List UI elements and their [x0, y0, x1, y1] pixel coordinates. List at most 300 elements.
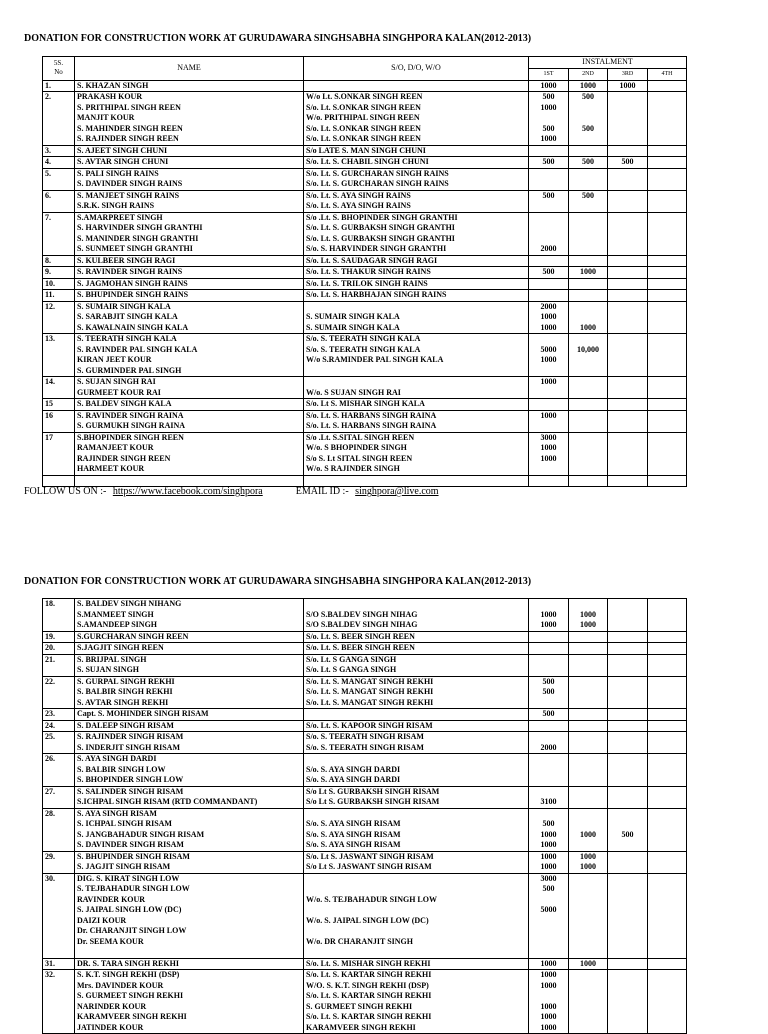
instalment-2	[571, 388, 605, 399]
instalment-3	[610, 355, 645, 366]
instalment-1: 1000	[540, 355, 557, 364]
instalment-4-cell	[648, 432, 687, 475]
instalment-1-cell	[529, 754, 569, 787]
instalment-2	[571, 443, 605, 454]
donor-relation: W/o. S BHOPINDER SINGH	[306, 443, 407, 452]
instalment-3	[610, 895, 645, 906]
instalment-2	[571, 146, 605, 157]
donor-relation: S/o. Lt. S.ONKAR SINGH REEN	[306, 123, 421, 133]
donor-relation-cell	[304, 786, 529, 808]
row-number: 9.	[43, 267, 75, 279]
table-row	[43, 873, 687, 958]
instalment-1: 1000	[540, 620, 557, 629]
instalment-4	[650, 345, 684, 356]
instalment-1: 1000	[540, 134, 557, 143]
instalment-3	[610, 443, 645, 454]
table-row	[43, 377, 687, 399]
instalment-2	[571, 244, 605, 255]
instalment-2	[571, 421, 605, 432]
instalment-2	[571, 1023, 605, 1034]
instalment-3	[610, 411, 645, 422]
instalment-2-cell	[569, 212, 608, 255]
instalment-2	[571, 334, 605, 345]
instalment-4	[650, 146, 684, 157]
instalment-1-cell	[529, 168, 569, 190]
donor-relation-cell	[304, 157, 529, 169]
instalment-1: 500	[542, 190, 555, 200]
donor-relation-cell	[304, 255, 529, 267]
donor-name: S. SALINDER SINGH RISAM	[77, 786, 184, 796]
instalment-4-cell	[648, 808, 687, 851]
instalment-4-cell	[648, 786, 687, 808]
instalment-3	[610, 665, 645, 676]
instalment-3	[610, 905, 645, 916]
donor-relation: S/o LATE S. MAN SINGH CHUNI	[306, 145, 426, 155]
table-row	[43, 754, 687, 787]
instalment-4	[650, 687, 684, 698]
donor-relation: S/o Lt S. JASWANT SINGH RISAM	[306, 862, 432, 871]
table-row	[43, 92, 687, 146]
instalment-1-cell	[529, 278, 569, 290]
table-row	[43, 475, 687, 487]
instalment-2-cell	[569, 377, 608, 399]
instalment-2	[571, 113, 605, 124]
instalment-2-cell	[569, 92, 608, 146]
instalment-3-cell	[608, 168, 648, 190]
instalment-3	[610, 388, 645, 399]
instalment-4	[650, 290, 684, 301]
instalment-1-cell	[529, 851, 569, 873]
instalment-1: 1000	[540, 322, 557, 332]
instalment-1-cell	[529, 958, 569, 970]
instalment-2	[571, 677, 605, 688]
donor-name: S. GURMUKH SINGH RAINA	[77, 421, 186, 430]
instalment-1	[531, 775, 566, 786]
instalment-4	[650, 905, 684, 916]
row-number: 7.	[43, 212, 75, 255]
table-row	[43, 720, 687, 732]
donor-name-cell	[75, 157, 304, 169]
donor-relation-cell	[304, 808, 529, 851]
donor-relation-cell	[304, 334, 529, 377]
donor-name-cell	[75, 958, 304, 970]
instalment-2	[571, 213, 605, 224]
instalment-2-cell	[569, 808, 608, 851]
row-number: 1.	[43, 80, 75, 92]
donor-name: S. BALDEV SINGH KALA	[77, 399, 172, 408]
instalment-2: 500	[582, 190, 594, 200]
instalment-3	[610, 124, 645, 135]
instalment-1	[531, 754, 566, 765]
instalment-1: 500	[542, 157, 555, 166]
donor-name-cell	[75, 399, 304, 411]
instalment-4-cell	[648, 80, 687, 92]
instalment-1	[531, 895, 566, 906]
instalment-4-cell	[648, 720, 687, 732]
instalment-3	[610, 290, 645, 301]
donor-relation: S/o. Lt. S. HARBANS SINGH RAINA	[306, 421, 437, 430]
row-number: 14.	[43, 377, 75, 399]
instalment-4-cell	[648, 754, 687, 787]
facebook-link[interactable]: https://www.facebook.com/singhpora	[112, 486, 263, 497]
instalment-1: 500	[542, 267, 555, 276]
donor-relation-cell	[304, 432, 529, 475]
instalment-1	[531, 256, 566, 267]
instalment-2-cell	[569, 732, 608, 754]
donor-relation: S/o. S. TEERATH SINGH RISAM	[306, 742, 424, 752]
instalment-3-cell	[608, 145, 648, 157]
instalment-4	[650, 599, 684, 610]
donor-name-cell	[75, 212, 304, 255]
row-number: 32.	[43, 970, 75, 1034]
instalment-2	[571, 632, 605, 643]
instalment-2-cell	[569, 267, 608, 279]
instalment-2	[571, 279, 605, 290]
instalment-3	[610, 345, 645, 356]
row-number: 11.	[43, 290, 75, 302]
instalment-2: 500	[582, 157, 594, 166]
donor-name-cell	[75, 720, 304, 732]
instalment-1-cell	[529, 399, 569, 411]
instalment-2: 1000	[580, 958, 596, 968]
donor-relation	[306, 302, 526, 313]
donor-name: S.R.K. SINGH RAINS	[77, 201, 155, 210]
instalment-3	[610, 687, 645, 698]
instalment-3-cell	[608, 278, 648, 290]
instalment-3-cell	[608, 709, 648, 721]
donor-relation	[306, 709, 526, 720]
instalment-4	[650, 399, 684, 410]
instalment-1: 1000	[540, 102, 557, 112]
instalment-2-cell	[569, 278, 608, 290]
instalment-4	[650, 1002, 684, 1013]
instalment-4	[650, 433, 684, 444]
instalment-2	[571, 937, 605, 948]
instalment-2	[571, 355, 605, 366]
instalment-3	[610, 743, 645, 754]
donor-name: S. AVTAR SINGH CHUNI	[77, 157, 169, 166]
donor-relation: W/o. S. JAIPAL SINGH LOW (DC)	[306, 915, 429, 925]
donor-name: S. JAGJIT SINGH RISAM	[77, 862, 171, 871]
instalment-2	[571, 797, 605, 808]
instalment-4	[650, 620, 684, 631]
instalment-4-cell	[648, 301, 687, 334]
table-row	[43, 168, 687, 190]
instalment-2-cell	[569, 709, 608, 721]
donor-name: DR. S. TARA SINGH REKHI	[77, 958, 179, 968]
instalment-3	[610, 937, 645, 948]
instalment-4	[650, 787, 684, 798]
instalment-3	[610, 884, 645, 895]
instalment-2: 1000	[580, 609, 596, 619]
email-link[interactable]: singhpora@live.com	[355, 486, 439, 497]
instalment-2	[571, 916, 605, 927]
instalment-3	[610, 1012, 645, 1023]
instalment-2	[571, 884, 605, 895]
instalment-4	[650, 884, 684, 895]
instalment-3-cell	[608, 631, 648, 643]
instalment-4	[650, 775, 684, 786]
instalment-3	[610, 366, 645, 377]
donor-relation-cell	[304, 190, 529, 212]
donor-relation-cell	[304, 399, 529, 411]
instalment-3	[610, 797, 645, 808]
instalment-2	[571, 775, 605, 786]
instalment-1: 1000	[540, 1012, 557, 1021]
instalment-2-cell	[569, 399, 608, 411]
instalment-1	[531, 476, 566, 487]
instalment-3	[610, 643, 645, 654]
donor-name-cell	[75, 654, 304, 676]
donor-name: MANJIT KOUR	[77, 113, 135, 122]
donor-name-cell	[75, 851, 304, 873]
donor-relation: W/o S.RAMINDER PAL SINGH KALA	[306, 355, 444, 364]
instalment-4-cell	[648, 851, 687, 873]
donor-name: S. RAVINDER SINGH RAINS	[77, 267, 183, 276]
instalment-1-cell	[529, 599, 569, 632]
instalment-3	[610, 599, 645, 610]
instalment-3	[610, 775, 645, 786]
donor-name: GURMEET KOUR RAI	[77, 387, 161, 397]
row-number: 12.	[43, 301, 75, 334]
table-row	[43, 732, 687, 754]
instalment-3	[610, 852, 645, 863]
instalment-1: 3100	[540, 797, 557, 806]
donor-relation: KARAMVEER SINGH REKHI	[306, 1022, 416, 1032]
donor-relation-cell	[304, 212, 529, 255]
instalment-1: 1000	[540, 958, 557, 968]
donor-relation: S/o. Lt. S. SAUDAGAR SINGH RAGI	[306, 255, 438, 265]
instalment-1	[531, 399, 566, 410]
instalment-4	[650, 830, 684, 841]
donor-name: S. RAJINDER SINGH RISAM	[77, 732, 184, 741]
instalment-2	[571, 787, 605, 798]
instalment-4	[650, 279, 684, 290]
donor-relation: S/o. S. AYA SINGH RISAM	[306, 819, 401, 828]
donor-name: S. RAVINDER PAL SINGH KALA	[77, 344, 198, 354]
instalment-1	[531, 991, 566, 1002]
instalment-4	[650, 334, 684, 345]
instalment-2	[571, 201, 605, 212]
donor-relation-cell	[304, 754, 529, 787]
instalment-3: 500	[621, 157, 634, 166]
instalment-2	[571, 926, 605, 937]
instalment-4-cell	[648, 958, 687, 970]
instalment-4-cell	[648, 643, 687, 655]
donor-name: S. MANINDER SINGH GRANTHI	[77, 233, 199, 243]
instalment-1: 500	[542, 123, 555, 133]
instalment-1-cell	[529, 334, 569, 377]
table-row	[43, 399, 687, 411]
instalment-4	[650, 809, 684, 820]
donor-relation: S/o. S. AYA SINGH RISAM	[306, 829, 401, 839]
instalment-3	[610, 610, 645, 621]
instalment-4	[650, 840, 684, 851]
instalment-1	[531, 665, 566, 676]
instalment-4	[650, 244, 684, 255]
instalment-2	[571, 721, 605, 732]
donor-relation: S/o. Lt S. JASWANT SINGH RISAM	[306, 851, 434, 861]
instalment-4-cell	[648, 399, 687, 411]
donor-name-cell	[75, 255, 304, 267]
table-row	[43, 432, 687, 475]
instalment-2-cell	[569, 958, 608, 970]
donor-relation	[306, 809, 526, 820]
donor-name: S. INDERJIT SINGH RISAM	[77, 742, 180, 752]
instalment-1-cell	[529, 190, 569, 212]
donor-name-cell	[75, 145, 304, 157]
donor-name: DAIZI KOUR	[77, 915, 127, 925]
instalment-1	[531, 388, 566, 399]
instalment-4	[650, 862, 684, 873]
donor-name: HARMEET KOUR	[77, 464, 145, 473]
table-row	[43, 267, 687, 279]
donor-relation-cell	[304, 709, 529, 721]
donor-name: S. BALDEV SINGH NIHANG	[77, 599, 182, 608]
donor-relation: S/o. Lt. S. MANGAT SINGH REKHI	[306, 676, 434, 686]
donor-relation: S/o. Lt. S GANGA SINGH	[306, 654, 397, 664]
donor-relation	[306, 81, 526, 92]
sno-header: 5S. No	[43, 57, 75, 81]
donor-relation: S/o. Lt. S. KARTAR SINGH REKHI	[306, 991, 432, 1000]
instalment-1: 500	[542, 92, 555, 101]
row-number: 16	[43, 410, 75, 432]
instalment-3	[610, 991, 645, 1002]
instalment-2-cell	[569, 643, 608, 655]
donor-relation: S. SUMAIR SINGH KALA	[306, 322, 400, 332]
instalment-4	[650, 377, 684, 388]
donor-relation-cell	[304, 92, 529, 146]
instalment-3	[610, 312, 645, 323]
instalment-1-cell	[529, 786, 569, 808]
instalment-3	[610, 476, 645, 487]
table-row	[43, 958, 687, 970]
instalment-1-cell	[529, 377, 569, 399]
instalment-2-cell	[569, 676, 608, 709]
instalment-1-cell	[529, 157, 569, 169]
instalment-1-cell	[529, 267, 569, 279]
donor-name-cell	[75, 786, 304, 808]
instalment-3	[610, 632, 645, 643]
instalment-2	[571, 103, 605, 114]
instalment-3-cell	[608, 786, 648, 808]
instalment-3-cell	[608, 754, 648, 787]
row-number: 4.	[43, 157, 75, 169]
row-number: 8.	[43, 255, 75, 267]
instalment-4-cell	[648, 732, 687, 754]
instalment-3	[610, 926, 645, 937]
donor-relation-cell	[304, 278, 529, 290]
instalment-2: 1000	[580, 267, 596, 276]
donor-relation-cell	[304, 676, 529, 709]
instalment-1-cell	[529, 80, 569, 92]
instalment-2-cell	[569, 190, 608, 212]
instalment-3-cell	[608, 958, 648, 970]
donor-relation	[306, 754, 526, 765]
instalment-1: 2000	[540, 244, 557, 253]
donor-name: S. GURPAL SINGH REKHI	[77, 676, 175, 686]
row-number: 5.	[43, 168, 75, 190]
instalment-1	[531, 643, 566, 654]
donor-name: S. KAWALNAIN SINGH KALA	[77, 322, 189, 332]
donor-relation: S/o Lt S. GURBAKSH SINGH RISAM	[306, 797, 440, 806]
instalment-2	[571, 454, 605, 465]
instalment-2-cell	[569, 432, 608, 475]
donor-relation: S/o .Lt. S.SITAL SINGH REEN	[306, 432, 415, 442]
instalment-1	[531, 334, 566, 345]
row-number: 22.	[43, 676, 75, 709]
instalment-1	[531, 947, 566, 958]
instalment-2	[571, 411, 605, 422]
donor-name: S. BHOPINDER SINGH LOW	[77, 775, 184, 784]
instalment-1	[531, 290, 566, 301]
instalment-1	[531, 721, 566, 732]
donor-name-cell	[75, 267, 304, 279]
donor-name: S. MANJEET SINGH RAINS	[77, 190, 180, 200]
instalment-3	[610, 169, 645, 180]
instalment-3	[610, 256, 645, 267]
donor-relation: W/o. S SUJAN SINGH RAI	[306, 387, 401, 397]
table-row	[43, 334, 687, 377]
instalment-4	[650, 754, 684, 765]
donor-relation: S/o. Lt. S. KARTAR SINGH REKHI	[306, 970, 432, 979]
donor-name: S. SUNMEET SINGH GRANTHI	[77, 244, 193, 253]
table-row	[43, 786, 687, 808]
donor-name: S. GURMINDER PAL SINGH	[77, 365, 182, 375]
instalment-4-cell	[648, 631, 687, 643]
instalment-4-cell	[648, 157, 687, 169]
donor-relation: S/o. Lt. S. BEER SINGH REEN	[306, 631, 415, 641]
instalment-3-cell	[608, 399, 648, 411]
instalment-2	[571, 134, 605, 145]
instalment-2	[571, 464, 605, 475]
section-1-title: DONATION FOR CONSTRUCTION WORK AT GURUDAWARA SINGHSABHA SINGHPORA KALAN(2012-2013)	[24, 33, 532, 44]
instalment-1: 1000	[540, 980, 557, 990]
instalment-header: INSTALMENT	[529, 57, 687, 69]
donor-relation-cell	[304, 851, 529, 873]
instalment-4	[650, 388, 684, 399]
instalment-1: 2000	[540, 742, 557, 752]
instalment-4	[650, 92, 684, 103]
donor-name-cell	[75, 475, 304, 487]
instalment-1	[531, 599, 566, 610]
instalment-3	[610, 134, 645, 145]
instalment-2: 1000	[580, 620, 596, 629]
instalment-3	[610, 213, 645, 224]
relation-header: S/O, D/O, W/O	[304, 57, 529, 81]
instalment-3-cell	[608, 334, 648, 377]
donor-name: S. SUJAN SINGH RAI	[77, 377, 156, 386]
donor-name: S. TEERATH SINGH KALA	[77, 334, 177, 343]
instalment-1-cell	[529, 212, 569, 255]
donor-relation: S/o. Lt. S. GURCHARAN SINGH RAINS	[306, 168, 449, 178]
instalment-1	[531, 809, 566, 820]
instalment-1: 3000	[540, 873, 557, 883]
instalment-2	[571, 366, 605, 377]
instalment-1	[531, 655, 566, 666]
donor-relation: S/o. Lt. S. MISHAR SINGH REKHI	[306, 958, 431, 968]
instalment-4-header: 4TH	[648, 69, 687, 81]
instalment-3-cell	[608, 290, 648, 302]
donor-name: S.AMANDEEP SINGH	[77, 620, 158, 629]
row-number: 31.	[43, 958, 75, 970]
instalment-2-cell	[569, 654, 608, 676]
instalment-1-cell	[529, 676, 569, 709]
instalment-3	[610, 399, 645, 410]
donor-name: S. JANGBAHADUR SINGH RISAM	[77, 829, 205, 839]
instalment-3-cell	[608, 643, 648, 655]
table-row	[43, 145, 687, 157]
